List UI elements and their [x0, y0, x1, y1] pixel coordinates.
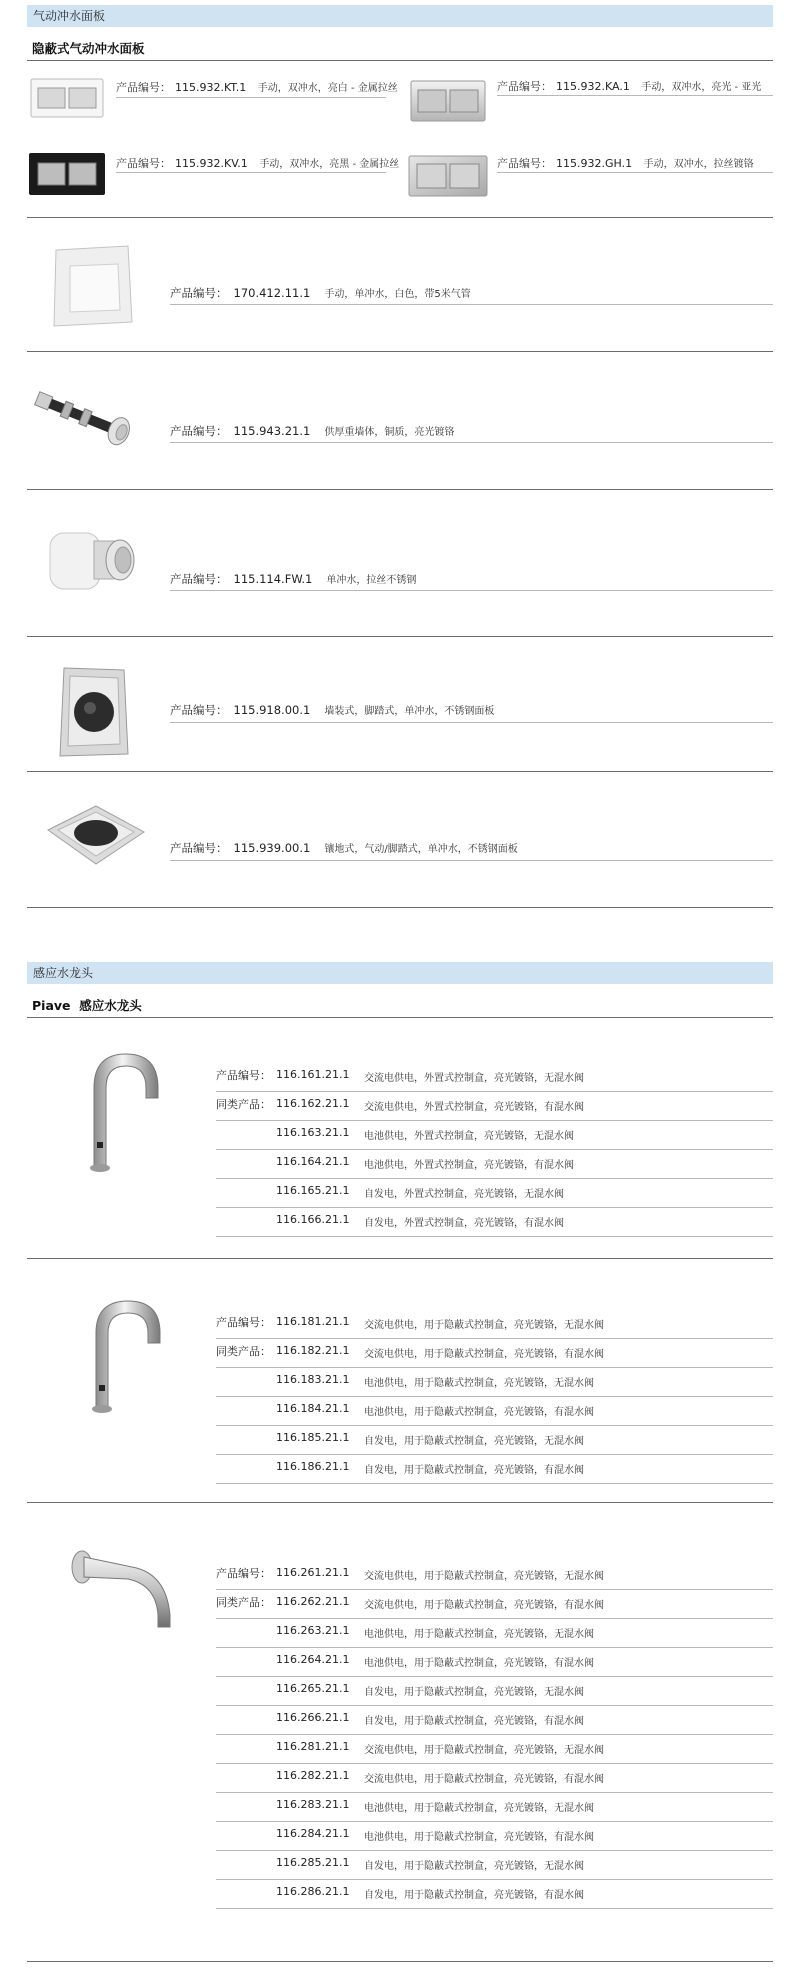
flush-panel-white-image — [30, 78, 104, 118]
product-code-row — [216, 1590, 773, 1619]
product-code: 116.284.21.1 — [276, 1827, 350, 1840]
divider — [170, 590, 773, 591]
divider — [170, 442, 773, 443]
product-description: 电池供电，用于隐蔽式控制盒，亮光镀铬，有混水阀 — [364, 1407, 594, 1418]
product-code-row — [216, 1368, 773, 1397]
product-code-row — [216, 1648, 773, 1677]
panel-code-label: 产品编号： 115.932.KA.1 手动，双冲水，亮光 - 亚光 — [497, 80, 762, 93]
divider — [27, 771, 773, 772]
wall-faucet-image — [70, 1545, 180, 1631]
product-code-row — [216, 1426, 773, 1455]
product-description: 自发电，用于隐蔽式控制盒，亮光镀铬，有混水阀 — [364, 1716, 584, 1727]
product-description: 交流电供电，外置式控制盒，亮光镀铬，有混水阀 — [364, 1102, 584, 1113]
product-code-row — [216, 1208, 773, 1237]
product-description: 自发电，用于隐蔽式控制盒，亮光镀铬，无混水阀 — [364, 1861, 584, 1872]
product-code: 116.162.21.1 — [276, 1097, 350, 1110]
white-push-button-image — [48, 244, 136, 330]
product-code: 116.165.21.1 — [276, 1184, 350, 1197]
product-code-row — [216, 1310, 773, 1339]
product-code-row — [216, 1179, 773, 1208]
subheading-piave: Piave 感应水龙头 — [32, 998, 142, 1013]
product-description: 自发电，用于隐蔽式控制盒，亮光镀铬，有混水阀 — [364, 1890, 584, 1901]
section-band-pneumatic: 气动冲水面板 — [27, 5, 773, 27]
product-code: 116.164.21.1 — [276, 1155, 350, 1168]
product-code: 116.182.21.1 — [276, 1344, 350, 1357]
product-code-row — [216, 1706, 773, 1735]
product-description: 电池供电，用于隐蔽式控制盒，亮光镀铬，有混水阀 — [364, 1832, 594, 1843]
product-code: 116.282.21.1 — [276, 1769, 350, 1782]
product-code-row — [216, 1677, 773, 1706]
product-code: 116.262.21.1 — [276, 1595, 350, 1608]
product-description: 电池供电，用于隐蔽式控制盒，亮光镀铬，有混水阀 — [364, 1658, 594, 1669]
product-code-row — [216, 1561, 773, 1590]
related-products-label: 同类产品： — [216, 1345, 271, 1358]
divider — [27, 351, 773, 352]
push-rod-image — [27, 383, 145, 455]
item-label: 产品编号： 170.412.11.1 手动，单冲水，白色，带5米气管 — [170, 286, 471, 300]
flush-panel-chrome-image — [410, 80, 486, 122]
product-description: 交流电供电，用于隐蔽式控制盒，亮光镀铬，有混水阀 — [364, 1349, 604, 1360]
section-band-sensor-faucet: 感应水龙头 — [27, 962, 773, 984]
product-code-row — [216, 1619, 773, 1648]
divider — [27, 1502, 773, 1503]
product-description: 电池供电，外置式控制盒，亮光镀铬，无混水阀 — [364, 1131, 574, 1142]
divider — [27, 1258, 773, 1259]
divider — [116, 172, 386, 173]
product-code: 116.264.21.1 — [276, 1653, 350, 1666]
product-code-row — [216, 1121, 773, 1150]
product-description: 交流电供电，用于隐蔽式控制盒，亮光镀铬，有混水阀 — [364, 1600, 604, 1611]
product-code: 116.286.21.1 — [276, 1885, 350, 1898]
product-code: 116.184.21.1 — [276, 1402, 350, 1415]
divider — [27, 1961, 773, 1962]
divider — [116, 97, 386, 98]
product-code: 116.263.21.1 — [276, 1624, 350, 1637]
product-code: 116.163.21.1 — [276, 1126, 350, 1139]
divider — [27, 907, 773, 908]
product-code: 116.285.21.1 — [276, 1856, 350, 1869]
product-description: 自发电，外置式控制盒，亮光镀铬，无混水阀 — [364, 1189, 564, 1200]
product-description: 自发电，用于隐蔽式控制盒，亮光镀铬，有混水阀 — [364, 1465, 584, 1476]
row-divider — [216, 1483, 773, 1484]
product-code-row — [216, 1851, 773, 1880]
flush-panel-black-image — [29, 153, 105, 195]
product-code: 116.185.21.1 — [276, 1431, 350, 1444]
product-description: 自发电，外置式控制盒，亮光镀铬，有混水阀 — [364, 1218, 564, 1229]
row-divider — [216, 1908, 773, 1909]
product-description: 电池供电，用于隐蔽式控制盒，亮光镀铬，无混水阀 — [364, 1803, 594, 1814]
product-code: 116.266.21.1 — [276, 1711, 350, 1724]
panel-code-label: 产品编号： 115.932.KT.1 手动，双冲水，亮白 - 金属拉丝 — [116, 81, 398, 94]
product-code-row — [216, 1880, 773, 1909]
product-code-row — [216, 1063, 773, 1092]
divider — [27, 60, 773, 61]
product-code: 116.181.21.1 — [276, 1315, 350, 1328]
product-code-row — [216, 1735, 773, 1764]
product-code: 116.283.21.1 — [276, 1798, 350, 1811]
product-description: 交流电供电，外置式控制盒，亮光镀铬，无混水阀 — [364, 1073, 584, 1084]
item-label: 产品编号： 115.918.00.1 墙装式，脚踏式，单冲水，不锈钢面板 — [170, 703, 495, 717]
product-description: 自发电，用于隐蔽式控制盒，亮光镀铬，无混水阀 — [364, 1687, 584, 1698]
product-code-row — [216, 1764, 773, 1793]
divider — [27, 217, 773, 218]
row-divider — [216, 1236, 773, 1237]
product-code: 116.261.21.1 — [276, 1566, 350, 1579]
product-description: 电池供电，用于隐蔽式控制盒，亮光镀铬，无混水阀 — [364, 1629, 594, 1640]
divider — [170, 304, 773, 305]
faucet-image — [86, 1048, 166, 1173]
related-products-label: 同类产品： — [216, 1098, 271, 1111]
panel-code-label: 产品编号： 115.932.KV.1 手动，双冲水，亮黑 - 金属拉丝 — [116, 157, 400, 170]
valve-image — [44, 519, 140, 601]
product-code: 116.186.21.1 — [276, 1460, 350, 1473]
divider — [170, 860, 773, 861]
product-code-label: 产品编号： — [216, 1567, 271, 1580]
divider — [497, 95, 773, 96]
product-code: 116.161.21.1 — [276, 1068, 350, 1081]
product-code-row — [216, 1150, 773, 1179]
floor-foot-pedal-image — [44, 802, 148, 868]
product-code-label: 产品编号： — [216, 1069, 271, 1082]
product-code-row — [216, 1822, 773, 1851]
product-description: 交流电供电，用于隐蔽式控制盒，亮光镀铬，无混水阀 — [364, 1745, 604, 1756]
divider — [27, 489, 773, 490]
product-code: 116.166.21.1 — [276, 1213, 350, 1226]
wall-foot-pedal-image — [54, 664, 134, 760]
product-description: 交流电供电，用于隐蔽式控制盒，亮光镀铬，无混水阀 — [364, 1320, 604, 1331]
item-label: 产品编号： 115.943.21.1 供厚重墙体，铜质，亮光镀铬 — [170, 424, 455, 438]
product-code: 116.265.21.1 — [276, 1682, 350, 1695]
product-description: 电池供电，用于隐蔽式控制盒，亮光镀铬，无混水阀 — [364, 1378, 594, 1389]
item-label: 产品编号： 115.939.00.1 镶地式，气动/脚踏式，单冲水，不锈钢面板 — [170, 841, 518, 855]
divider — [170, 722, 773, 723]
divider — [27, 636, 773, 637]
flush-panel-brushed-image — [408, 155, 488, 197]
product-code-row — [216, 1455, 773, 1484]
product-code: 116.281.21.1 — [276, 1740, 350, 1753]
divider — [497, 172, 773, 173]
product-description: 电池供电，外置式控制盒，亮光镀铬，有混水阀 — [364, 1160, 574, 1171]
product-code: 116.183.21.1 — [276, 1373, 350, 1386]
product-description: 自发电，用于隐蔽式控制盒，亮光镀铬，无混水阀 — [364, 1436, 584, 1447]
subheading-concealed-pneumatic: 隐蔽式气动冲水面板 — [32, 41, 145, 56]
product-code-row — [216, 1339, 773, 1368]
product-description: 交流电供电，用于隐蔽式控制盒，亮光镀铬，有混水阀 — [364, 1774, 604, 1785]
item-label: 产品编号： 115.114.FW.1 单冲水，拉丝不锈钢 — [170, 572, 417, 586]
divider — [27, 1017, 773, 1018]
product-code-row — [216, 1092, 773, 1121]
panel-code-label: 产品编号： 115.932.GH.1 手动，双冲水，拉丝镀铬 — [497, 157, 754, 170]
product-code-row — [216, 1793, 773, 1822]
related-products-label: 同类产品： — [216, 1596, 271, 1609]
product-code-label: 产品编号： — [216, 1316, 271, 1329]
faucet-image — [88, 1295, 168, 1415]
product-code-row — [216, 1397, 773, 1426]
product-description: 交流电供电，用于隐蔽式控制盒，亮光镀铬，无混水阀 — [364, 1571, 604, 1582]
